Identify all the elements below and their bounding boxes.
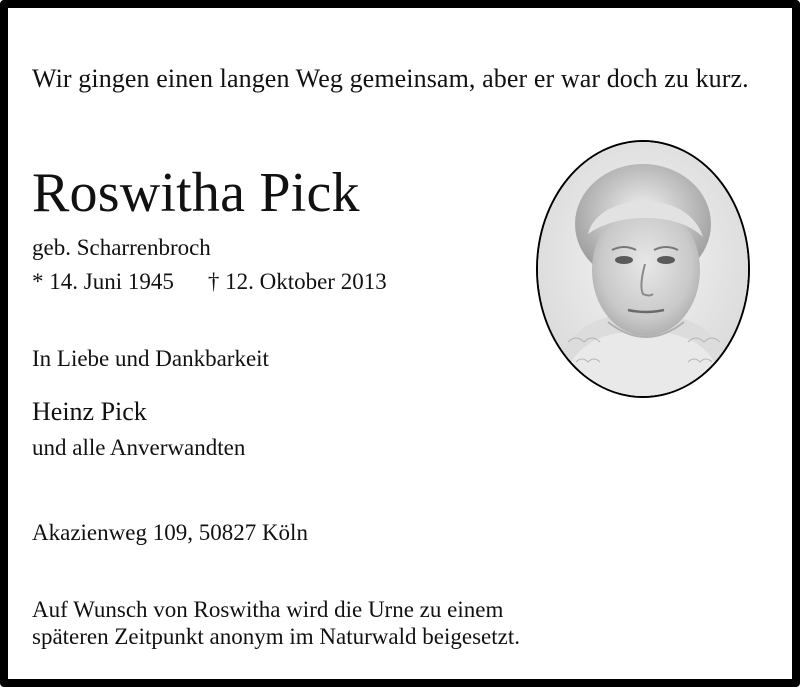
relatives-line: und alle Anverwandten <box>32 435 246 460</box>
deceased-name: Roswitha Pick <box>32 162 360 224</box>
burial-note-line-2: späteren Zeitpunkt anonym im Naturwald beigesetzt. <box>32 624 520 649</box>
portrait-image <box>538 142 748 396</box>
birth-date: * 14. Juni 1945 <box>32 269 174 294</box>
portrait-photo <box>536 140 750 398</box>
motto-quote: Wir gingen einen langen Weg gemeinsam, aber er war doch zu kurz. <box>32 64 749 93</box>
burial-note <box>32 596 520 650</box>
death-date: † 12. Oktober 2013 <box>207 269 387 294</box>
life-dates <box>32 270 387 293</box>
mourner-name: Heinz Pick <box>32 397 147 426</box>
birth-name: geb. Scharrenbroch <box>32 235 211 260</box>
burial-note-line-1: Auf Wunsch von Roswitha wird die Urne zu einem <box>32 597 504 622</box>
address: Akazienweg 109, 50827 Köln <box>32 520 308 545</box>
thanks-line: In Liebe und Dankbarkeit <box>32 346 269 371</box>
